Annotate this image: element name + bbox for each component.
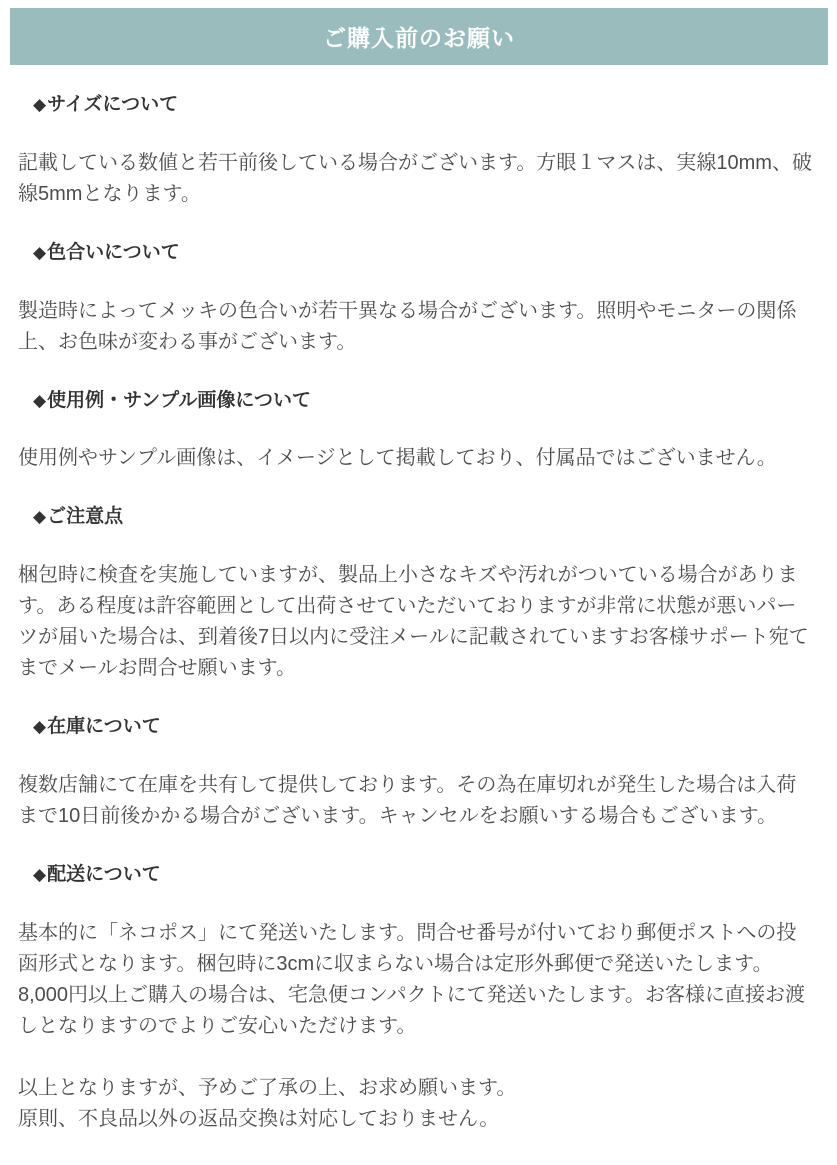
section-size (18, 93, 815, 210)
paragraph-line: 8,000円以上ご購入の場合は、宅急便コンパクトにて発送いたします。お客様に直接お渡しとなりますのでよりご安心いただけます。 (18, 983, 806, 1037)
section-stock (18, 715, 815, 832)
diamond-bullet-icon: ◆ (33, 242, 47, 262)
section-heading (18, 389, 815, 413)
section-shipping (18, 863, 815, 1042)
section-heading-text: サイズについて (47, 94, 179, 115)
section-paragraph (18, 148, 815, 210)
section-paragraph (18, 296, 815, 358)
closing-line: 以上となりますが、予めご了承の上、お求め願います。 (18, 1076, 517, 1099)
section-heading (18, 715, 815, 739)
paragraph-line: 記載している数値と若干前後している場合がございます。方眼１マスは、実線10mm、破線5mmとなります。 (18, 151, 812, 205)
paragraph-line: 製造時によってメッキの色合いが若干異なる場合がございます。照明やモニターの関係上、お色味が変わる事がございます。 (18, 299, 797, 353)
diamond-bullet-icon: ◆ (33, 507, 47, 527)
section-heading-text: 配送について (47, 863, 161, 885)
diamond-bullet-icon: ◆ (33, 717, 47, 736)
diamond-bullet-icon: ◆ (33, 390, 47, 410)
section-heading-text: 色合いについて (47, 241, 180, 263)
page-title: ご購入前のお願い (323, 25, 515, 51)
paragraph-line: 梱包時に検査を実施していますが、製品上小さなキズや汚れがついている場合があります。ある程度は許容範囲として出荷させていただいておりますが非常に状態が悪いパーツが届いた場合は、到着後7日以内に受注メールに記載されていますお客様サポート宛てまでメールお問合せ願います。 (18, 564, 809, 679)
closing-line: 原則、不良品以外の返品交換は対応しておりません。 (18, 1107, 500, 1130)
section-heading (18, 93, 815, 117)
section-heading (18, 863, 815, 887)
section-sample-images (18, 389, 815, 475)
section-heading-text: 使用例・サンプル画像について (47, 389, 311, 411)
paragraph-line: 使用例やサンプル画像は、イメージとして掲載しており、付属品ではございません。 (18, 447, 777, 470)
section-paragraph (18, 770, 815, 832)
section-heading-text: 在庫について (47, 716, 161, 737)
section-heading (18, 505, 815, 529)
section-color (18, 241, 815, 358)
paragraph-line: 基本的に「ネコポス」にて発送いたします。問合せ番号が付いており郵便ポストへの投函形式となります。梱包時に3cmに収まらない場合は定形外郵便で発送いたします。 (18, 921, 797, 975)
section-heading (18, 241, 815, 265)
section-notes (18, 505, 815, 684)
paragraph-line: 複数店舗にて在庫を共有して提供しております。その為在庫切れが発生した場合は入荷まで10日前後かかる場合がございます。キャンセルをお願いする場合もございます。 (18, 773, 797, 827)
page-header (10, 8, 828, 65)
diamond-bullet-icon: ◆ (33, 864, 47, 884)
section-paragraph (18, 918, 815, 1042)
page (0, 8, 837, 1165)
section-heading-text: ご注意点 (47, 506, 124, 528)
diamond-bullet-icon: ◆ (33, 95, 47, 114)
closing-note (18, 1073, 815, 1135)
section-paragraph (18, 560, 815, 684)
section-paragraph (18, 443, 815, 474)
content (0, 93, 837, 1143)
